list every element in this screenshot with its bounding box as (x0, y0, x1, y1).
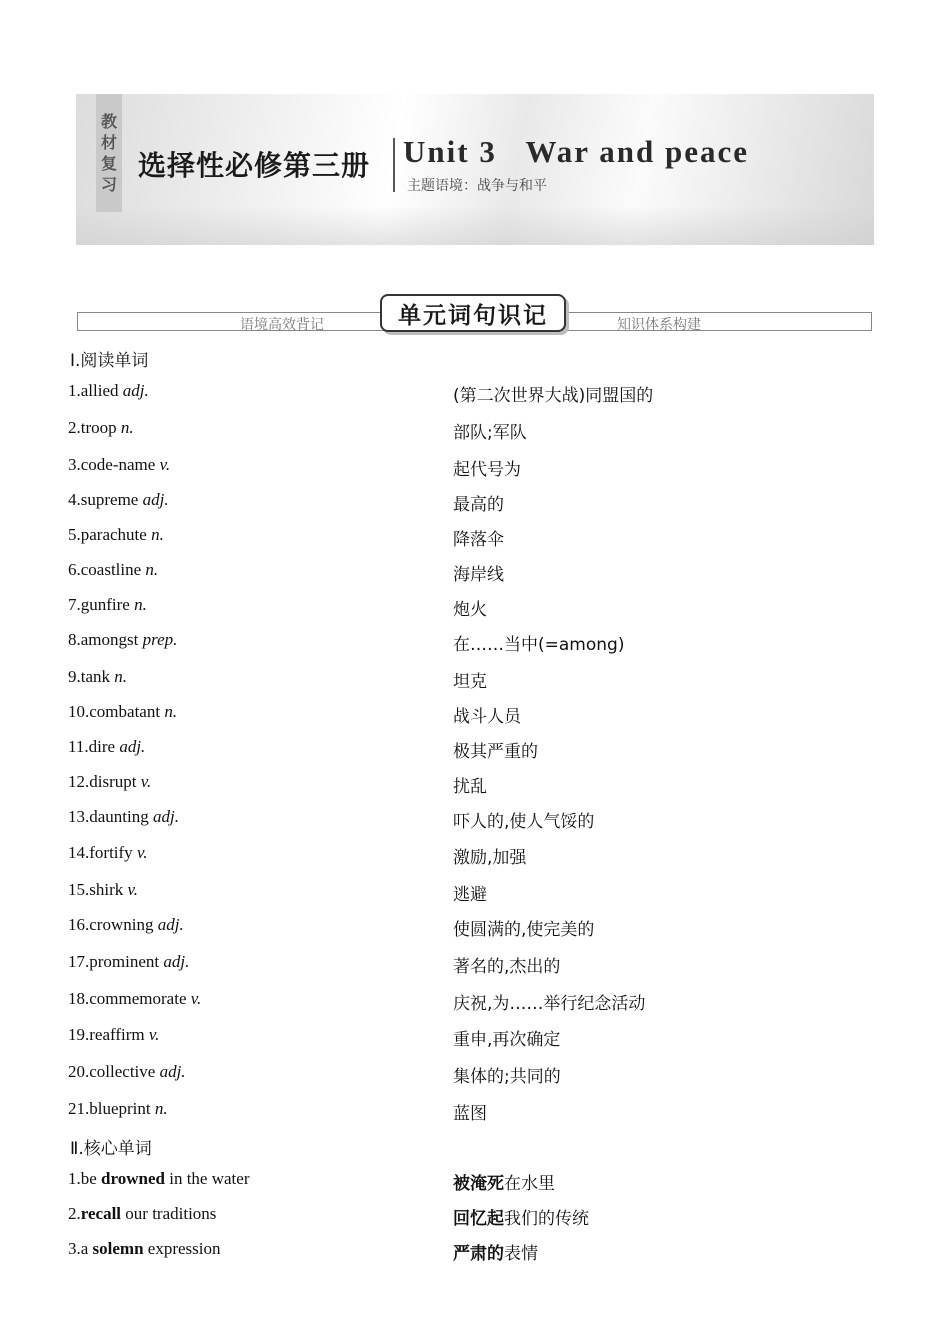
word-entry (68, 737, 145, 757)
word-text: parachute (80, 525, 147, 544)
word-entry (68, 843, 147, 863)
key-meaning: 被淹死 (453, 1174, 504, 1194)
word-text: blueprint (89, 1099, 151, 1118)
word-row (0, 737, 950, 761)
word-text: shirk (89, 880, 124, 899)
word-entry (68, 667, 127, 687)
meaning-rest: 表情 (504, 1244, 538, 1264)
part-of-speech: adj. (163, 952, 190, 971)
phrase-post: in the water (164, 1169, 250, 1188)
phrase-row (0, 1169, 950, 1193)
meaning-rest: 我们的传统 (504, 1209, 589, 1229)
word-meaning: 炮火 (453, 600, 487, 620)
item-number: 10. (68, 702, 90, 721)
word-entry (68, 525, 164, 545)
item-number: 12. (68, 772, 90, 791)
part-of-speech: n. (154, 1099, 168, 1118)
item-number: 17. (68, 952, 90, 971)
word-text: combatant (89, 702, 161, 721)
item-number: 15. (68, 880, 90, 899)
theme-context: 主题语境：战争与和平 (407, 178, 547, 194)
phrase-post: expression (143, 1239, 221, 1258)
word-meaning: 著名的,杰出的 (453, 957, 561, 977)
word-meaning: 扰乱 (453, 777, 487, 797)
item-number: 7. (68, 595, 81, 614)
word-meaning: 使圆满的,使完美的 (453, 920, 595, 940)
part-of-speech: v. (140, 772, 152, 791)
word-entry (68, 490, 169, 510)
part-of-speech: adj. (122, 381, 149, 400)
item-number: 9. (68, 667, 81, 686)
phrase-row (0, 1239, 950, 1263)
word-meaning: 海岸线 (453, 565, 504, 585)
word-text: gunfire (80, 595, 130, 614)
item-number: 2. (68, 1204, 81, 1223)
item-number: 3. (68, 455, 81, 474)
item-number: 4. (68, 490, 81, 509)
word-entry (68, 807, 179, 827)
word-row (0, 630, 950, 654)
item-number: 2. (68, 418, 81, 437)
item-number: 18. (68, 989, 90, 1008)
item-number: 13. (68, 807, 90, 826)
part-of-speech: n. (151, 525, 164, 544)
word-entry (68, 702, 177, 722)
part-of-speech: n. (120, 418, 134, 437)
word-row (0, 1025, 950, 1049)
item-number: 6. (68, 560, 81, 579)
word-entry (68, 989, 201, 1009)
item-number: 11. (68, 737, 89, 756)
word-entry (68, 381, 149, 401)
word-row (0, 381, 950, 405)
word-text: supreme (80, 490, 139, 509)
part-of-speech: v. (127, 880, 139, 899)
part-of-speech: v. (190, 989, 202, 1008)
meaning-rest: 在水里 (504, 1174, 555, 1194)
word-text: allied (80, 381, 119, 400)
textbook-review-tab (96, 94, 122, 212)
phrase-post: our traditions (121, 1204, 217, 1223)
word-meaning: 坦克 (453, 672, 487, 692)
word-entry (68, 455, 170, 475)
part-of-speech: adj. (119, 737, 146, 756)
part2-heading: Ⅱ.核心单词 (70, 1139, 152, 1159)
tab-char: 复 (100, 154, 117, 173)
key-meaning: 严肃的 (453, 1244, 504, 1264)
word-text: crowning (89, 915, 154, 934)
word-row (0, 418, 950, 442)
word-meaning: 庆祝,为……举行纪念活动 (453, 994, 646, 1014)
word-text: amongst (80, 630, 139, 649)
part-of-speech: v. (136, 843, 148, 862)
word-row (0, 772, 950, 796)
word-entry (68, 1099, 168, 1119)
phrase-row (0, 1204, 950, 1228)
word-meaning: 最高的 (453, 495, 504, 515)
word-row (0, 915, 950, 939)
item-number: 1. (68, 381, 81, 400)
section-right-label: 知识体系构建 (617, 318, 701, 333)
part-of-speech: adj. (142, 490, 169, 509)
book-title: 选择性必修第三册 (138, 149, 371, 182)
key-word: solemn (92, 1239, 144, 1258)
tab-char: 习 (100, 175, 117, 194)
phrase-entry (68, 1169, 249, 1189)
word-row (0, 455, 950, 479)
word-text: tank (80, 667, 111, 686)
word-meaning: 蓝图 (453, 1104, 487, 1124)
word-text: fortify (89, 843, 133, 862)
section-badge: 单元词句识记 (380, 294, 566, 332)
part-of-speech: n. (145, 560, 159, 579)
word-row (0, 1099, 950, 1123)
word-meaning: 极其严重的 (453, 742, 538, 762)
word-row (0, 807, 950, 831)
part-of-speech: prep. (142, 630, 178, 649)
word-entry (68, 1062, 186, 1082)
tab-char: 材 (100, 133, 117, 152)
word-meaning: 吓人的,使人气馁的 (453, 812, 595, 832)
word-entry (68, 952, 189, 972)
word-text: daunting (89, 807, 149, 826)
item-number: 16. (68, 915, 90, 934)
phrase-meaning (453, 1204, 589, 1229)
phrase-meaning (453, 1169, 555, 1194)
word-meaning: 起代号为 (453, 460, 521, 480)
phrase-meaning (453, 1239, 538, 1264)
section-left-label: 语境高效背记 (240, 318, 324, 333)
word-entry (68, 595, 147, 615)
word-row (0, 952, 950, 976)
item-number: 20. (68, 1062, 90, 1081)
part-of-speech: n. (164, 702, 178, 721)
word-entry (68, 915, 184, 935)
word-row (0, 989, 950, 1013)
part-of-speech: v. (148, 1025, 160, 1044)
word-text: prominent (89, 952, 160, 971)
word-row (0, 595, 950, 619)
word-meaning: 重申,再次确定 (453, 1030, 561, 1050)
part-of-speech: adj. (159, 1062, 186, 1081)
word-row (0, 667, 950, 691)
part-of-speech: v. (159, 455, 171, 474)
word-text: collective (89, 1062, 156, 1081)
word-text: coastline (80, 560, 142, 579)
word-meaning: 降落伞 (453, 530, 504, 550)
key-word: recall (80, 1204, 122, 1223)
item-number: 14. (68, 843, 90, 862)
word-row (0, 843, 950, 867)
item-number: 19. (68, 1025, 90, 1044)
phrase-entry (68, 1239, 221, 1259)
word-meaning: 部队;军队 (453, 423, 527, 443)
word-row (0, 525, 950, 549)
word-row (0, 702, 950, 726)
word-entry (68, 880, 138, 900)
part-of-speech: n. (114, 667, 128, 686)
key-meaning: 回忆起 (453, 1209, 504, 1229)
word-text: disrupt (89, 772, 137, 791)
tab-char: 教 (100, 112, 117, 131)
item-number: 3. (68, 1239, 81, 1258)
word-meaning: (第二次世界大战)同盟国的 (453, 386, 654, 406)
phrase-pre: a (80, 1239, 93, 1258)
part1-heading: Ⅰ.阅读单词 (70, 351, 149, 371)
item-number: 8. (68, 630, 81, 649)
word-entry (68, 772, 151, 792)
part-of-speech: n. (134, 595, 147, 614)
item-number: 21. (68, 1099, 90, 1118)
word-entry (68, 560, 158, 580)
word-meaning: 逃避 (453, 885, 487, 905)
title-divider (393, 138, 395, 192)
unit-title: Unit 3 War and peace (403, 134, 749, 169)
part-of-speech: adj. (157, 915, 184, 934)
word-row (0, 1062, 950, 1086)
word-meaning: 集体的;共同的 (453, 1067, 561, 1087)
word-entry (68, 418, 134, 438)
word-entry (68, 1025, 159, 1045)
key-word: drowned (101, 1169, 165, 1188)
word-row (0, 490, 950, 514)
word-text: dire (88, 737, 116, 756)
item-number: 1. (68, 1169, 81, 1188)
part-of-speech: adj. (153, 807, 179, 826)
unit-banner (76, 94, 874, 245)
item-number: 5. (68, 525, 81, 544)
phrase-pre: be (80, 1169, 102, 1188)
word-text: troop (80, 418, 117, 437)
word-row (0, 880, 950, 904)
word-meaning: 激励,加强 (453, 848, 527, 868)
word-meaning: 在……当中(=among) (453, 635, 625, 655)
word-text: commemorate (89, 989, 187, 1008)
word-row (0, 560, 950, 584)
phrase-entry (68, 1204, 216, 1224)
word-meaning: 战斗人员 (453, 707, 521, 727)
word-entry (68, 630, 177, 650)
word-text: code-name (80, 455, 156, 474)
word-text: reaffirm (89, 1025, 145, 1044)
